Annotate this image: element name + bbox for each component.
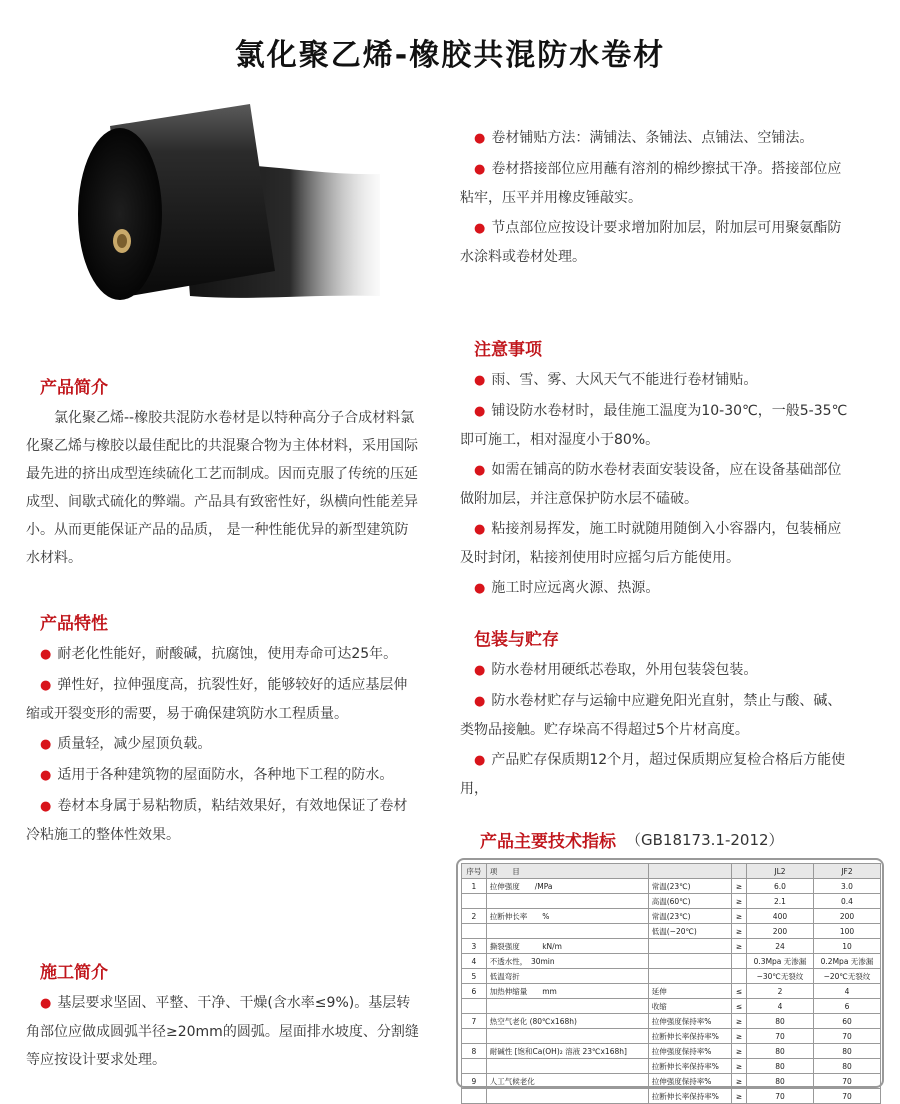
table-cell	[486, 1029, 648, 1044]
table-cell: 耐碱性 [饱和Ca(OH)₂ 溶液 23℃x168h]	[486, 1044, 648, 1059]
table-cell: 2	[746, 984, 813, 999]
table-cell	[486, 1059, 648, 1074]
table-row	[462, 1074, 881, 1089]
table-cell: 200	[813, 909, 880, 924]
table-cell: ≥	[732, 939, 747, 954]
table-row	[462, 1059, 881, 1074]
table-cell: 9	[462, 1074, 487, 1089]
bullet-icon: ●	[474, 581, 486, 596]
table-cell	[732, 969, 747, 984]
bullet-icon: ●	[40, 768, 52, 783]
bullet-icon: ●	[40, 799, 52, 814]
table-cell: 200	[746, 924, 813, 939]
table-row	[462, 1029, 881, 1044]
bullet-icon: ●	[40, 737, 52, 752]
table-cell: 70	[746, 1029, 813, 1044]
table-cell: 80	[746, 1014, 813, 1029]
notes-list	[460, 366, 855, 603]
table-cell: 6	[462, 984, 487, 999]
table-row	[462, 999, 881, 1014]
list-item: ● 防水卷材用硬纸芯卷取，外用包装袋包装。	[474, 662, 758, 678]
table-cell	[648, 939, 731, 954]
table-cell: 常温(23℃)	[648, 879, 731, 894]
table-cell: 4	[746, 999, 813, 1014]
table-header-cell: JL2	[746, 864, 813, 879]
table-cell: 2	[462, 909, 487, 924]
table-cell: 7	[462, 1014, 487, 1029]
table-cell: 2.1	[746, 894, 813, 909]
table-row	[462, 939, 881, 954]
bullet-icon: ●	[474, 753, 486, 768]
list-item: ● 粘接剂易挥发，施工时就随用随倒入小容器内，包装桶应及时封闭，粘接剂使用时应摇匀后方能使用。	[460, 521, 842, 566]
table-cell: 0.2Mpa 无渗漏	[813, 954, 880, 969]
construction-section-header	[26, 959, 266, 981]
table-cell	[648, 969, 731, 984]
table-row	[462, 879, 881, 894]
bullet-icon: ●	[474, 522, 486, 537]
table-cell: 70	[746, 1089, 813, 1104]
table-cell	[486, 924, 648, 939]
table-cell: ≤	[732, 999, 747, 1014]
table-row	[462, 1044, 881, 1059]
bullet-icon: ●	[40, 647, 52, 662]
table-cell: 80	[813, 1044, 880, 1059]
table-cell: ≥	[732, 1044, 747, 1059]
table-cell	[462, 894, 487, 909]
table-cell: 拉伸强度保持率%	[648, 1074, 731, 1089]
table-cell: 80	[813, 1059, 880, 1074]
table-cell: 0.3Mpa 无渗漏	[746, 954, 813, 969]
table-cell: 热空气老化 (80℃x168h)	[486, 1014, 648, 1029]
table-cell: 24	[746, 939, 813, 954]
table-cell	[462, 924, 487, 939]
construction-list	[26, 989, 421, 1074]
list-item: ● 铺设防水卷材时，最佳施工温度为10-30℃，一般5-35℃即可施工，相对湿度小于80%。	[460, 403, 848, 448]
construction-heading: 施工简介	[40, 962, 108, 983]
table-cell: 60	[813, 1014, 880, 1029]
bullet-icon: ●	[474, 221, 486, 236]
bullet-icon: ●	[474, 373, 486, 388]
bullet-icon: ●	[474, 404, 486, 419]
table-cell: 1	[462, 879, 487, 894]
table-cell: ≥	[732, 924, 747, 939]
list-item: ● 适用于各种建筑物的屋面防水，各种地下工程的防水。	[40, 767, 394, 783]
table-cell: 70	[813, 1089, 880, 1104]
spec-section-header	[466, 828, 866, 850]
features-section-header	[26, 610, 266, 632]
table-cell: 5	[462, 969, 487, 984]
bullet-icon: ●	[474, 463, 486, 478]
list-item: ● 卷材本身属于易粘物质，粘结效果好，有效地保证了卷材冷粘施工的整体性效果。	[26, 798, 408, 843]
table-cell: 低温(−20℃)	[648, 924, 731, 939]
table-cell	[462, 1059, 487, 1074]
bullet-icon: ●	[474, 131, 486, 146]
table-cell: ≤	[732, 984, 747, 999]
table-header-cell: JF2	[813, 864, 880, 879]
table-row	[462, 894, 881, 909]
bullet-icon: ●	[474, 162, 486, 177]
bullet-icon: ●	[40, 678, 52, 693]
table-cell: 拉断伸长率 %	[486, 909, 648, 924]
table-cell: ≥	[732, 1029, 747, 1044]
table-cell: 6	[813, 999, 880, 1014]
bullet-icon: ●	[474, 694, 486, 709]
notes-section-header	[460, 336, 860, 358]
list-item: ● 雨、雪、雾、大风天气不能进行卷材铺贴。	[474, 372, 758, 388]
intro-heading: 产品简介	[40, 377, 108, 398]
table-cell: ≥	[732, 879, 747, 894]
table-row	[462, 909, 881, 924]
table-cell: 80	[746, 1044, 813, 1059]
table-cell: 收缩	[648, 999, 731, 1014]
table-cell: 80	[746, 1074, 813, 1089]
features-heading: 产品特性	[40, 613, 108, 634]
table-cell: 100	[813, 924, 880, 939]
storage-heading: 包装与贮存	[474, 629, 559, 650]
table-cell: ≥	[732, 894, 747, 909]
list-item: ● 耐老化性能好，耐酸碱，抗腐蚀，使用寿命可达25年。	[40, 646, 398, 662]
table-row	[462, 954, 881, 969]
table-cell: ≥	[732, 1059, 747, 1074]
table-cell	[462, 999, 487, 1014]
spec-table-frame	[456, 858, 884, 1101]
spec-heading: 产品主要技术指标	[480, 831, 616, 852]
table-header-cell: 项 目	[486, 864, 648, 879]
list-item: ● 基层要求坚固、平整、干净、干燥(含水率≤9%)。基层转角部位应做成圆弧半径≥20mm的圆弧。屋面排水坡度、分割缝等应按设计要求处理。	[26, 995, 419, 1068]
table-cell: 低温弯折	[486, 969, 648, 984]
table-cell: 10	[813, 939, 880, 954]
list-item: ● 质量轻，减少屋顶负载。	[40, 736, 212, 752]
list-item: ● 防水卷材贮存与运输中应避免阳光直射，禁止与酸、碱、类物品接触。贮存垛高不得超过5个片材高度。	[460, 693, 842, 738]
table-cell: 3.0	[813, 879, 880, 894]
intro-text: 氯化聚乙烯--橡胶共混防水卷材是以特种高分子合成材料氯化聚乙烯与橡胶以最佳配比的共混聚合物为主体材料，采用国际最先进的挤出成型连续硫化工艺而制成。因而克服了传统的压延成型、间歇式硫化的弊端。产品具有致密性好，纵横向性能差异小。从而更能保证产品的品质， 是一种性能优异的新型建筑防水材料。	[26, 410, 418, 566]
table-cell: 80	[746, 1059, 813, 1074]
table-cell: 70	[813, 1029, 880, 1044]
table-cell: 加热伸缩量 mm	[486, 984, 648, 999]
storage-list	[460, 656, 855, 803]
list-item: ● 弹性好，拉伸强度高，抗裂性好，能够较好的适应基层伸缩或开裂变形的需要，易于确保建筑防水工程质量。	[26, 677, 408, 722]
table-cell: 延伸	[648, 984, 731, 999]
features-list	[26, 640, 421, 849]
table-header-cell: 序号	[462, 864, 487, 879]
list-item: ● 产品贮存保质期12个月，超过保质期应复检合格后方能使用，	[460, 752, 846, 797]
table-row	[462, 924, 881, 939]
table-header-cell	[732, 864, 747, 879]
table-cell: ≥	[732, 909, 747, 924]
bullet-icon: ●	[474, 663, 486, 678]
list-item: ● 节点部位应按设计要求增加附加层，附加层可用聚氨酯防水涂料或卷材处理。	[460, 220, 842, 265]
table-cell: 拉断伸长率保持率%	[648, 1059, 731, 1074]
spec-standard: （GB18173.1-2012）	[626, 830, 784, 849]
table-cell: 拉断伸长率保持率%	[648, 1029, 731, 1044]
membrane-roll-image	[70, 96, 380, 306]
table-cell: ≥	[732, 1014, 747, 1029]
table-cell: ≥	[732, 1074, 747, 1089]
table-cell: −20℃无裂纹	[813, 969, 880, 984]
table-cell: −30℃无裂纹	[746, 969, 813, 984]
table-cell: 8	[462, 1044, 487, 1059]
table-row	[462, 1014, 881, 1029]
table-cell	[732, 954, 747, 969]
page-title: 氯化聚乙烯-橡胶共混防水卷材	[234, 38, 666, 73]
table-cell: 3	[462, 939, 487, 954]
method-list	[460, 124, 855, 273]
table-cell	[648, 954, 731, 969]
table-cell: 常温(23℃)	[648, 909, 731, 924]
table-cell: 0.4	[813, 894, 880, 909]
bullet-icon: ●	[40, 996, 52, 1011]
intro-section-header	[26, 374, 266, 396]
notes-heading: 注意事项	[474, 339, 542, 360]
table-cell: 6.0	[746, 879, 813, 894]
table-cell: 拉伸强度保持率%	[648, 1014, 731, 1029]
list-item: ● 如需在铺高的防水卷材表面安装设备，应在设备基础部位做附加层，并注意保护防水层不磕破。	[460, 462, 842, 507]
table-cell: 400	[746, 909, 813, 924]
table-header-cell	[648, 864, 731, 879]
table-cell: 撕裂强度 kN/m	[486, 939, 648, 954]
table-row	[462, 984, 881, 999]
spec-table	[461, 863, 881, 1104]
table-cell: 70	[813, 1074, 880, 1089]
table-cell	[462, 1029, 487, 1044]
table-cell: 4	[462, 954, 487, 969]
table-cell: 不透水性， 30min	[486, 954, 648, 969]
table-cell: 拉伸强度保持率%	[648, 1044, 731, 1059]
table-row	[462, 1089, 881, 1104]
table-cell	[486, 1089, 648, 1104]
table-cell	[486, 894, 648, 909]
table-cell	[462, 1089, 487, 1104]
table-row	[462, 969, 881, 984]
table-header-row	[462, 864, 881, 879]
table-cell: ≥	[732, 1089, 747, 1104]
table-cell: 高温(60℃)	[648, 894, 731, 909]
list-item: ● 卷材铺贴方法：满铺法、条铺法、点铺法、空铺法。	[474, 130, 814, 146]
list-item: ● 施工时应远离火源、热源。	[474, 580, 660, 596]
table-cell	[486, 999, 648, 1014]
table-cell: 拉伸强度 /MPa	[486, 879, 648, 894]
table-cell: 人工气候老化	[486, 1074, 648, 1089]
table-cell: 4	[813, 984, 880, 999]
table-cell: 拉断伸长率保持率%	[648, 1089, 731, 1104]
storage-section-header	[460, 626, 860, 648]
list-item: ● 卷材搭接部位应用蘸有溶剂的棉纱擦拭干净。搭接部位应粘牢，压平并用橡皮锤敲实。	[460, 161, 842, 206]
